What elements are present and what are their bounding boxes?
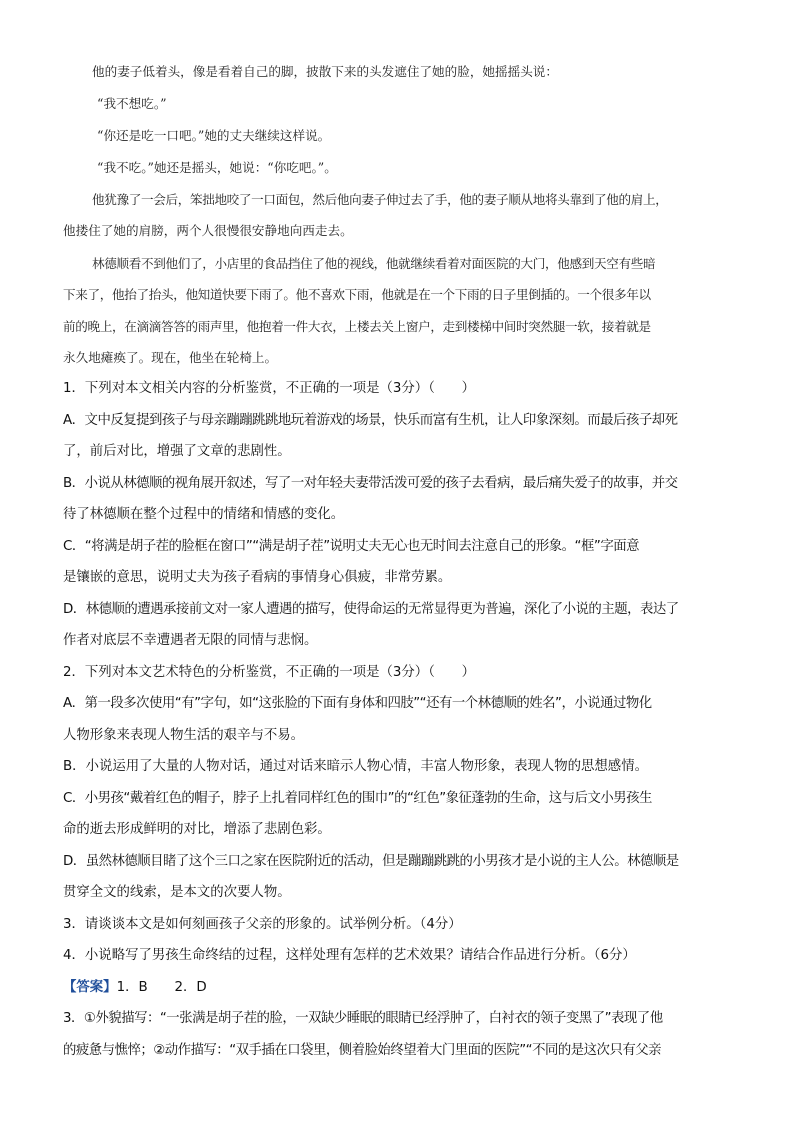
passage-line: 他搂住了她的肩膀，两个人很慢很安静地向西走去。	[63, 223, 353, 238]
question-1-option-a: A．文中反复提到孩子与母亲蹦蹦跳跳地玩着游戏的场景，快乐而富有生机，让人印象深刻。而最后孩子却死	[63, 413, 678, 428]
answer-line: 的疲惫与憔悴；②动作描写：“双手插在口袋里，侧着脸始终望着大门里面的医院”“不同的是这次只有父亲	[63, 1043, 662, 1058]
question-1-option-a-cont: 了，前后对比，增强了文章的悲剧性。	[63, 444, 291, 459]
question-2-option-d-cont: 贯穿全文的线索，是本文的次要人物。	[63, 885, 291, 900]
passage-line: 前的晚上，在滴滴答答的雨声里，他抱着一件大衣，上楼去关上窗户，走到楼梯中间时突然腿一软，接着就是	[63, 319, 651, 334]
question-2-stem: 2．下列对本文艺术特色的分析鉴赏，不正确的一项是（3分）（ ）	[63, 665, 476, 680]
passage-line: “我不吃。”她还是摇头，她说：“你吃吧。”。	[97, 160, 337, 175]
question-2-option-d: D．虽然林德顺目睹了这个三口之家在医院附近的活动，但是蹦蹦跳跳的小男孩才是小说的主人公。林德顺是	[63, 854, 679, 869]
passage-line: 林德顺看不到他们了，小店里的食品挡住了他的视线，他就继续看着对面医院的大门，他感到天空有些暗	[92, 256, 656, 271]
passage-line: “我不想吃。”	[97, 96, 167, 111]
passage-line: 他犹豫了一会后，笨拙地咬了一口面包，然后他向妻子伸过去了手，他的妻子顺从地将头靠到了他的肩上，	[92, 192, 668, 207]
passage-line: 他的妻子低着头，像是看着自己的脚，披散下来的头发遮住了她的脸，她摇摇头说：	[92, 64, 558, 79]
question-1-option-d-cont: 作者对底层不幸遭遇者无限的同情与悲悯。	[63, 633, 318, 648]
question-1-option-c-cont: 是镶嵌的意思，说明丈夫为孩子看病的事情身心俱疲，非常劳累。	[63, 570, 452, 585]
question-1-option-b-cont: 待了林德顺在整个过程中的情绪和情感的变化。	[63, 507, 345, 522]
question-4: 4．小说略写了男孩生命终结的过程，这样处理有怎样的艺术效果？请结合作品进行分析。（6分）	[63, 948, 636, 963]
passage-line: 永久地瘫痪了。现在，他坐在轮椅上。	[63, 350, 278, 365]
passage-line: “你还是吃一口吧。”她的丈夫继续这样说。	[97, 128, 331, 143]
question-2-option-a-cont: 人物形象来表现人物生活的艰辛与不易。	[63, 728, 305, 743]
question-2-option-c: C．小男孩“戴着红色的帽子，脖子上扎着同样红色的围巾”的“红色”象征蓬勃的生命，这与后文小男孩生	[63, 791, 652, 806]
question-2-option-b: B．小说运用了大量的人物对话，通过对话来暗示人物心情，丰富人物形象，表现人物的思想感情。	[63, 759, 648, 774]
question-2-option-c-cont: 命的逝去形成鲜明的对比，增添了悲剧色彩。	[63, 822, 331, 837]
passage-line: 下来了，他抬了抬头，他知道快要下雨了。他不喜欢下雨，他就是在一个下雨的日子里倒插的。一个很多年以	[63, 287, 651, 302]
question-1-stem: 1．下列对本文相关内容的分析鉴赏，不正确的一项是（3分）（ ）	[63, 381, 476, 396]
question-1-option-b: B．小说从林德顺的视角展开叙述，写了一对年轻夫妻带活泼可爱的孩子去看病，最后痛失爱子的故事，并交	[63, 476, 678, 491]
question-2-option-a: A．第一段多次使用“有”字句，如“这张脸的下面有身体和四肢”“还有一个林德顺的姓名”，小说通过物化	[63, 696, 652, 711]
answer-line: 3．①外貌描写：“一张满是胡子茬的脸，一双缺少睡眠的眼睛已经浮肿了，白衬衣的领子变黑了”表现了他	[63, 1011, 663, 1026]
question-1-option-d: D．林德顺的遭遇承接前文对一家人遭遇的描写，使得命运的无常显得更为普遍，深化了小说的主题，表达了	[63, 602, 679, 617]
question-1-option-c: C．“将满是胡子茬的脸框在窗口”“满是胡子茬”说明丈夫无心也无时间去注意自己的形象。“框”字面意	[63, 539, 639, 554]
answer-tag: 【答案】	[63, 980, 117, 995]
answer-header	[63, 979, 207, 997]
answer-choices: 1．B 2．D	[116, 980, 207, 995]
question-3: 3．请谈谈本文是如何刻画孩子父亲的形象的。试举例分析。（4分）	[63, 917, 462, 932]
